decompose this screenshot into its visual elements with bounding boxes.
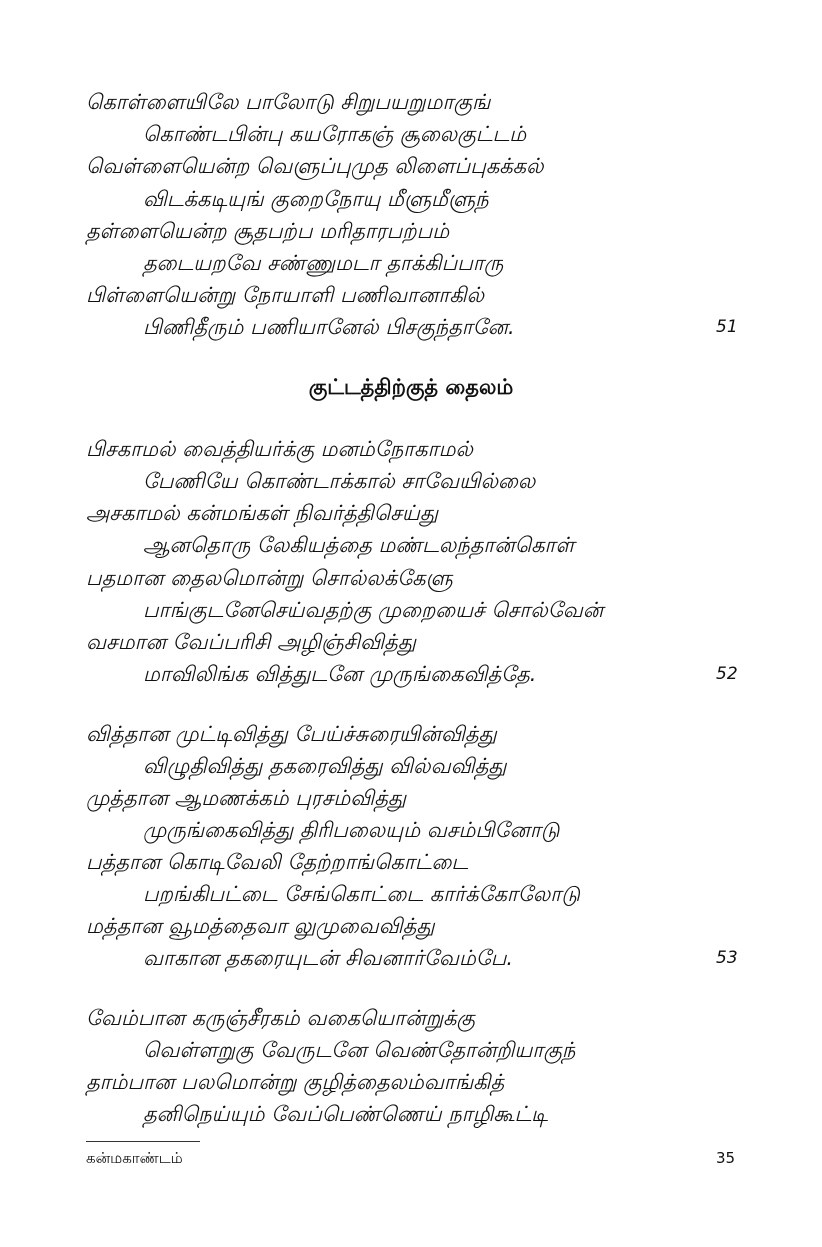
verse-line: கொண்டபின்பு கயரோகஞ் சூலைகுட்டம்: [143, 122, 527, 146]
verse-line: வாகான தகரையுடன் சிவனார்வேம்பே.: [143, 946, 514, 970]
footer-rule: [86, 1141, 200, 1142]
verse-line: விழுதிவித்து தகரைவித்து வில்வவித்து: [143, 754, 507, 778]
verse-line: விடக்கடியுங் குறைநோயு மீளுமீளுந்: [143, 187, 489, 211]
verse-number: 52: [716, 664, 738, 684]
verse-line: வெள்ளையென்ற வெளுப்புமுத லிளைப்புகக்கல்: [86, 154, 544, 178]
verse-line: வித்தான முட்டிவித்து பேய்ச்சுரையின்வித்து: [86, 722, 497, 746]
verse-line: பிணிதீரும் பணியானேல் பிசகுந்தானே.: [143, 315, 515, 339]
verse-line: மாவிலிங்க வித்துடனே முருங்கைவித்தே.: [143, 662, 537, 686]
verse-line: ஆனதொரு லேகியத்தை மண்டலந்தான்கொள்: [143, 533, 575, 557]
verse-line: முருங்கைவித்து திரிபலையும் வசம்பினோடு: [143, 818, 560, 842]
verse-line: பத்தான கொடிவேலி தேற்றாங்கொட்டை: [86, 850, 469, 874]
section-heading: குட்டத்திற்குத் தைலம்: [308, 375, 514, 399]
verse-line: பாங்குடனேசெய்வதற்கு முறையைச் சொல்வேன்: [143, 598, 604, 622]
verse-line: தாம்பான பலமொன்று குழித்தைலம்வாங்கித்: [86, 1070, 505, 1094]
verse-number: 53: [716, 948, 738, 968]
verse-line: பிசகாமல் வைத்தியர்க்கு மனம்நோகாமல்: [86, 437, 473, 461]
footer-book-title: கன்மகாண்டம்: [86, 1149, 183, 1167]
verse-line: கொள்ளையிலே பாலோடு சிறுபயறுமாகுங்: [86, 90, 491, 114]
verse-line: அசகாமல் கன்மங்கள் நிவர்த்திசெய்து: [86, 501, 439, 525]
verse-line: தள்ளையென்ற சூதபற்ப மரிதாரபற்பம்: [86, 219, 450, 243]
verse-number: 51: [716, 317, 738, 337]
verse-line: பறங்கிபட்டை சேங்கொட்டை கார்க்கோலோடு: [143, 882, 580, 906]
verse-line: பதமான தைலமொன்று சொல்லக்கேளு: [86, 566, 453, 590]
verse-line: தனிநெய்யும் வேப்பெண்ணெய் நாழிகூட்டி: [143, 1102, 548, 1126]
verse-line: முத்தான ஆமணக்கம் புரசம்வித்து: [86, 786, 407, 810]
verse-line: பிள்ளையென்று நோயாளி பணிவானாகில்: [86, 283, 484, 307]
verse-line: தடையறவே சண்ணுமடா தாக்கிப்பாரு: [143, 251, 504, 275]
verse-line: மத்தான வூமத்தைவா லுமுவைவித்து: [86, 914, 435, 938]
verse-line: வேம்பான கருஞ்சீரகம் வகையொன்றுக்கு: [86, 1006, 476, 1030]
verse-line: வசமான வேப்பரிசி அழிஞ்சிவித்து: [86, 630, 416, 654]
page-number: 35: [716, 1149, 736, 1167]
verse-line: பேணியே கொண்டாக்கால் சாவேயில்லை: [143, 469, 536, 493]
verse-line: வெள்ளறுகு வேருடனே வெண்தோன்றியாகுந்: [143, 1038, 576, 1062]
